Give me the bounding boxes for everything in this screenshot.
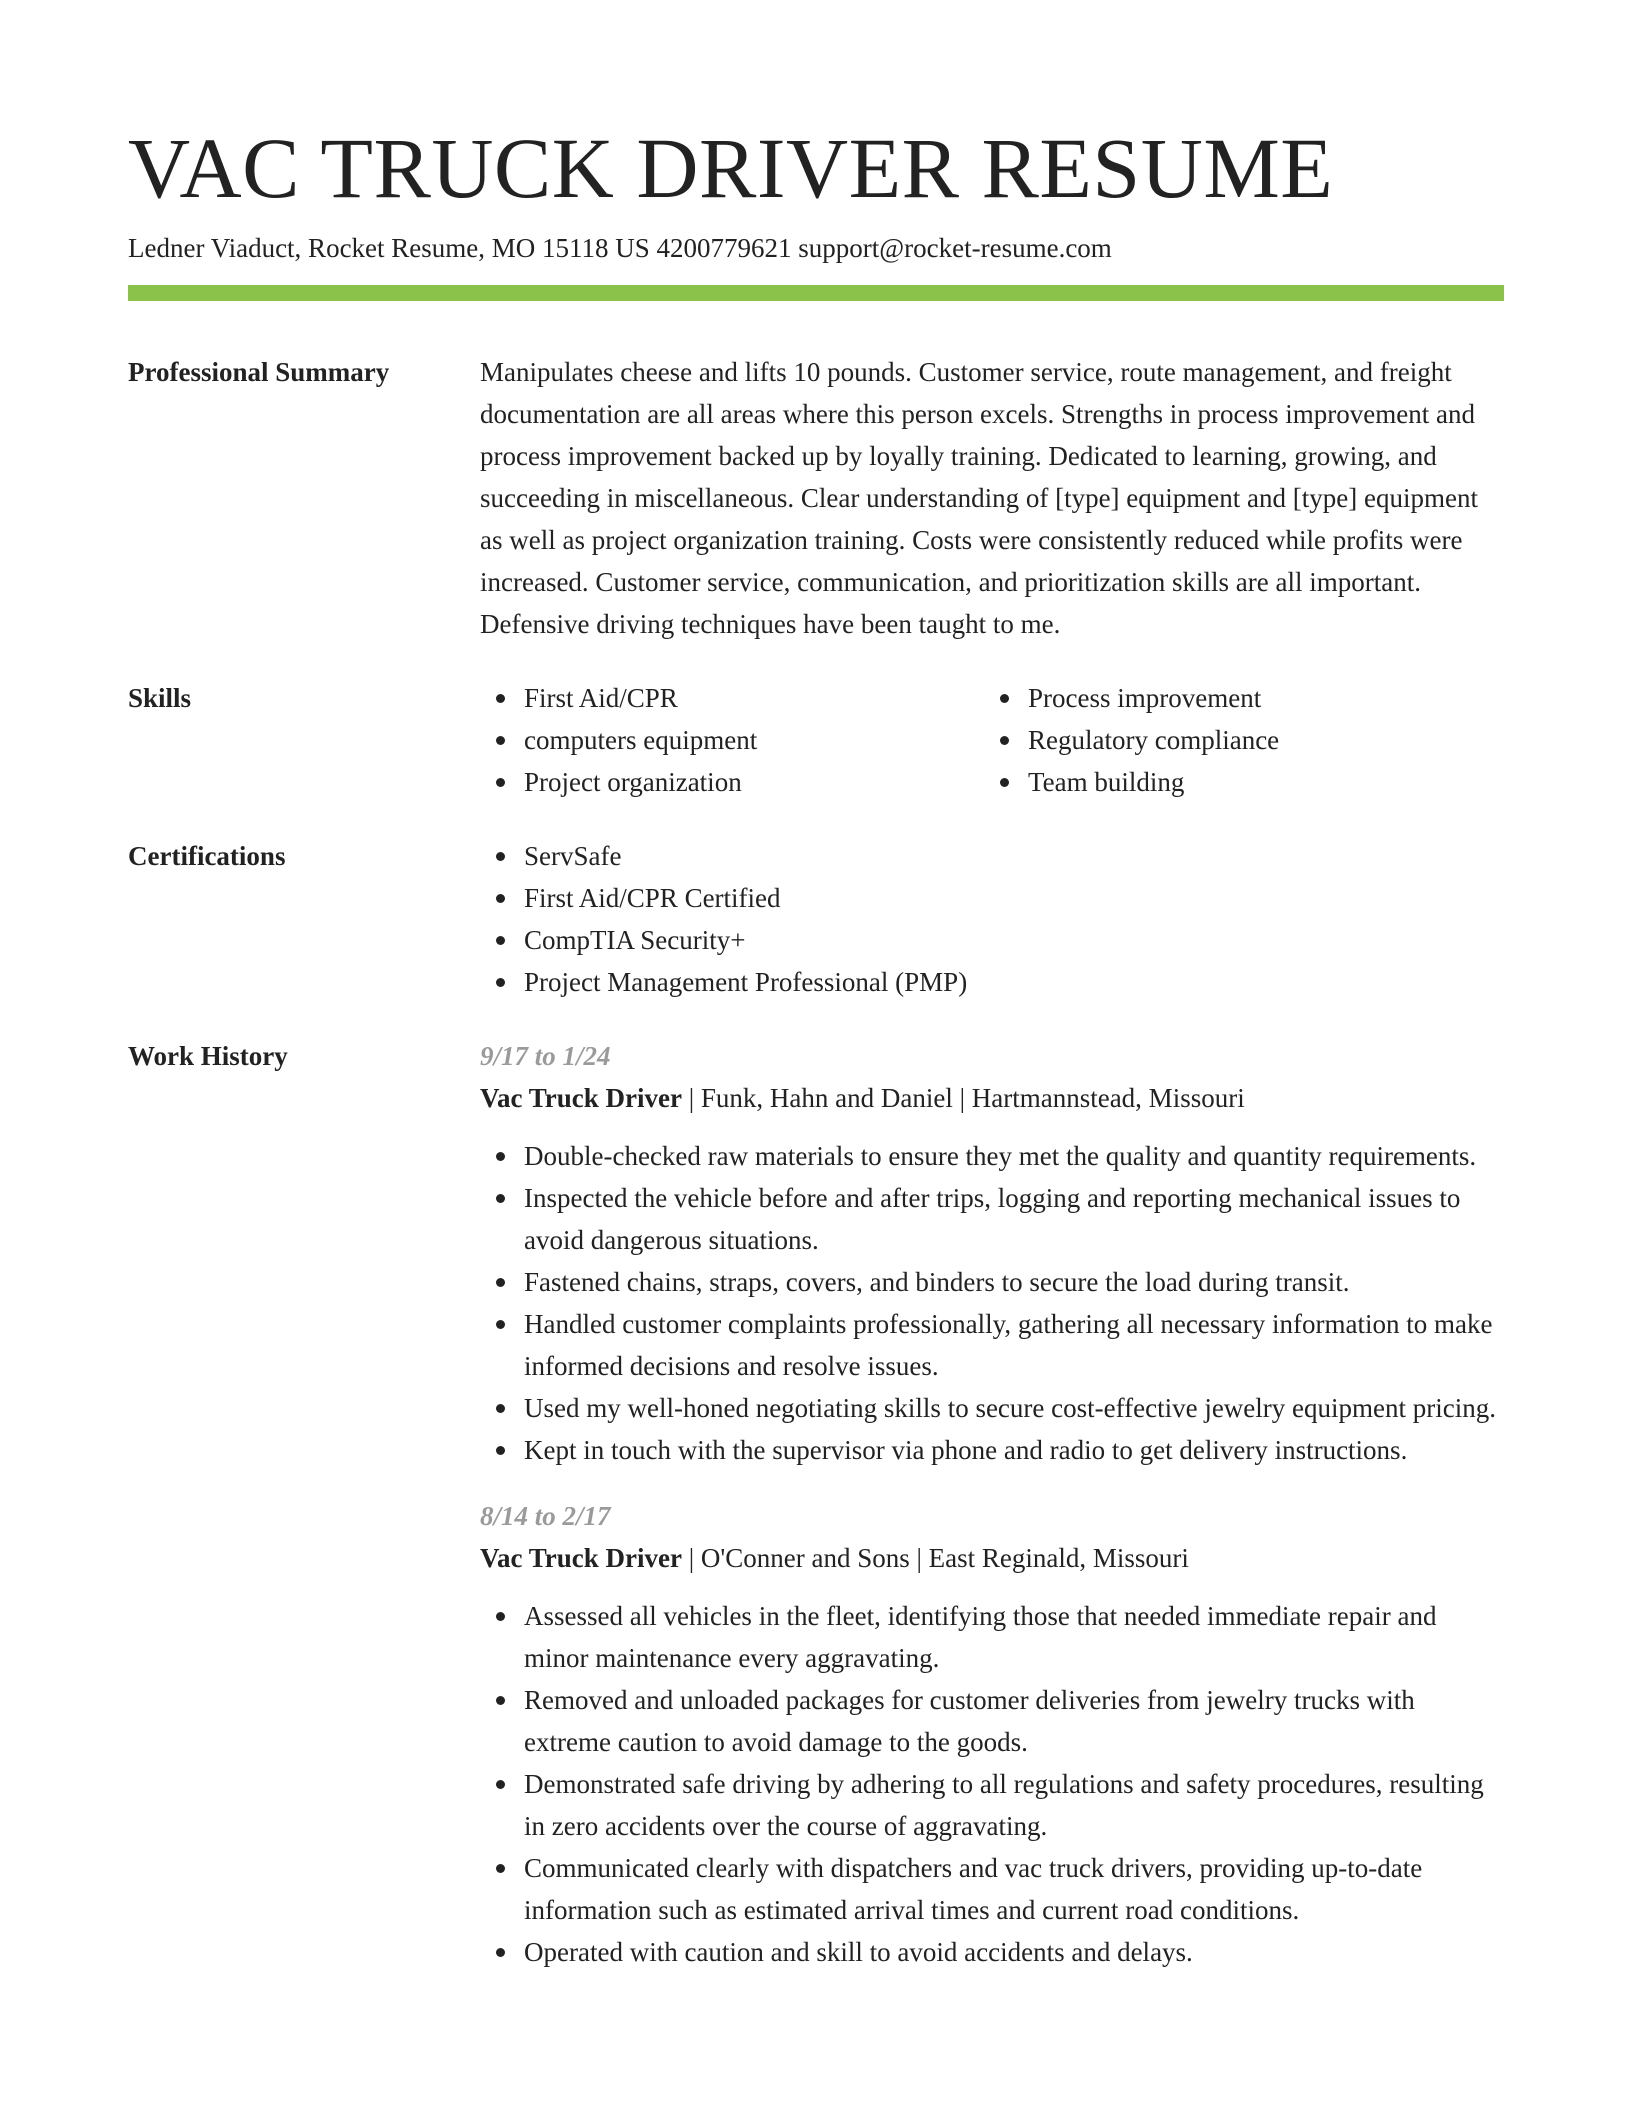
certification-item: CompTIA Security+ [524, 919, 1504, 961]
job-duty-item: Kept in touch with the supervisor via phone and radio to get delivery instructions. [524, 1429, 1504, 1471]
resume-sections [128, 351, 1504, 2029]
accent-divider [128, 285, 1504, 301]
job-duty-item: Handled customer complaints professionally, gathering all necessary information to make informed decisions and resolve issues. [524, 1303, 1504, 1387]
section-label-certifications: Certifications [128, 841, 286, 871]
job-duty-item: Removed and unloaded packages for customer deliveries from jewelry trucks with extreme caution to avoid damage to the goods. [524, 1679, 1504, 1763]
skill-item: Team building [1028, 761, 1488, 803]
certifications-body [480, 835, 1504, 1003]
resume-title: VAC TRUCK DRIVER RESUME [128, 120, 1334, 216]
skill-item: Project organization [524, 761, 984, 803]
summary-body [480, 351, 1504, 645]
certification-item: ServSafe [524, 835, 1504, 877]
section-label-summary: Professional Summary [128, 357, 390, 387]
skills-body [480, 677, 1504, 803]
job-duty-item: Communicated clearly with dispatchers and vac truck drivers, providing up-to-date information such as estimated arrival times and current road conditions. [524, 1847, 1504, 1931]
skills-grid [480, 677, 1504, 803]
job-heading [480, 1077, 1504, 1119]
summary-section [128, 351, 1504, 645]
skills-list-left [480, 677, 984, 803]
skills-column-right [984, 677, 1488, 803]
job-duties-list [480, 1595, 1504, 1973]
work-history-section [128, 1035, 1504, 1997]
skills-list-right [984, 677, 1488, 803]
job-entry [480, 1495, 1504, 1973]
section-label-work-history: Work History [128, 1041, 288, 1071]
job-duty-item: Fastened chains, straps, covers, and binders to secure the load during transit. [524, 1261, 1504, 1303]
job-duty-item: Used my well-honed negotiating skills to secure cost-effective jewelry equipment pricing. [524, 1387, 1504, 1429]
job-dates: 8/14 to 2/17 [480, 1501, 611, 1531]
work-history-body [480, 1035, 1504, 1997]
certification-item: First Aid/CPR Certified [524, 877, 1504, 919]
skill-item: First Aid/CPR [524, 677, 984, 719]
job-duty-item: Assessed all vehicles in the fleet, identifying those that needed immediate repair and minor maintenance every aggravating. [524, 1595, 1504, 1679]
job-duty-item: Inspected the vehicle before and after trips, logging and reporting mechanical issues to avoid dangerous situations. [524, 1177, 1504, 1261]
job-duty-item: Operated with caution and skill to avoid accidents and delays. [524, 1931, 1504, 1973]
skills-column-left [480, 677, 984, 803]
job-employer-location: | Funk, Hahn and Daniel | Hartmannstead, Missouri [681, 1083, 1245, 1113]
skill-item: computers equipment [524, 719, 984, 761]
job-title: Vac Truck Driver [480, 1083, 682, 1113]
section-label-skills: Skills [128, 683, 192, 713]
job-title: Vac Truck Driver [480, 1543, 682, 1573]
summary-text: Manipulates cheese and lifts 10 pounds. Customer service, route management, and freight documentation are all areas where this person excels. Strengths in process improvement and process improvement backed up by loyally training. Dedicated to learning, growing, and succeeding in miscellaneous. Clear understanding of [type] equipment and [type] equipment as well as project organization training. Costs were consistently reduced while profits were increased. Customer service, communication, and prioritization skills are all important. Defensive driving techniques have been taught to me. [480, 357, 1478, 639]
job-duty-item: Demonstrated safe driving by adhering to all regulations and safety procedures, resulting in zero accidents over the course of aggravating. [524, 1763, 1504, 1847]
job-entry [480, 1035, 1504, 1471]
job-employer-location: | O'Conner and Sons | East Reginald, Missouri [681, 1543, 1189, 1573]
job-heading [480, 1537, 1504, 1579]
certification-item: Project Management Professional (PMP) [524, 961, 1504, 1003]
skills-section [128, 677, 1504, 803]
skill-item: Process improvement [1028, 677, 1488, 719]
contact-line: Ledner Viaduct, Rocket Resume, MO 15118 US 4200779621 support@rocket-resume.com [128, 233, 1112, 263]
job-duties-list [480, 1135, 1504, 1471]
job-dates: 9/17 to 1/24 [480, 1041, 611, 1071]
job-duty-item: Double-checked raw materials to ensure they met the quality and quantity requirements. [524, 1135, 1504, 1177]
certifications-section [128, 835, 1504, 1003]
certifications-list [480, 835, 1504, 1003]
skill-item: Regulatory compliance [1028, 719, 1488, 761]
